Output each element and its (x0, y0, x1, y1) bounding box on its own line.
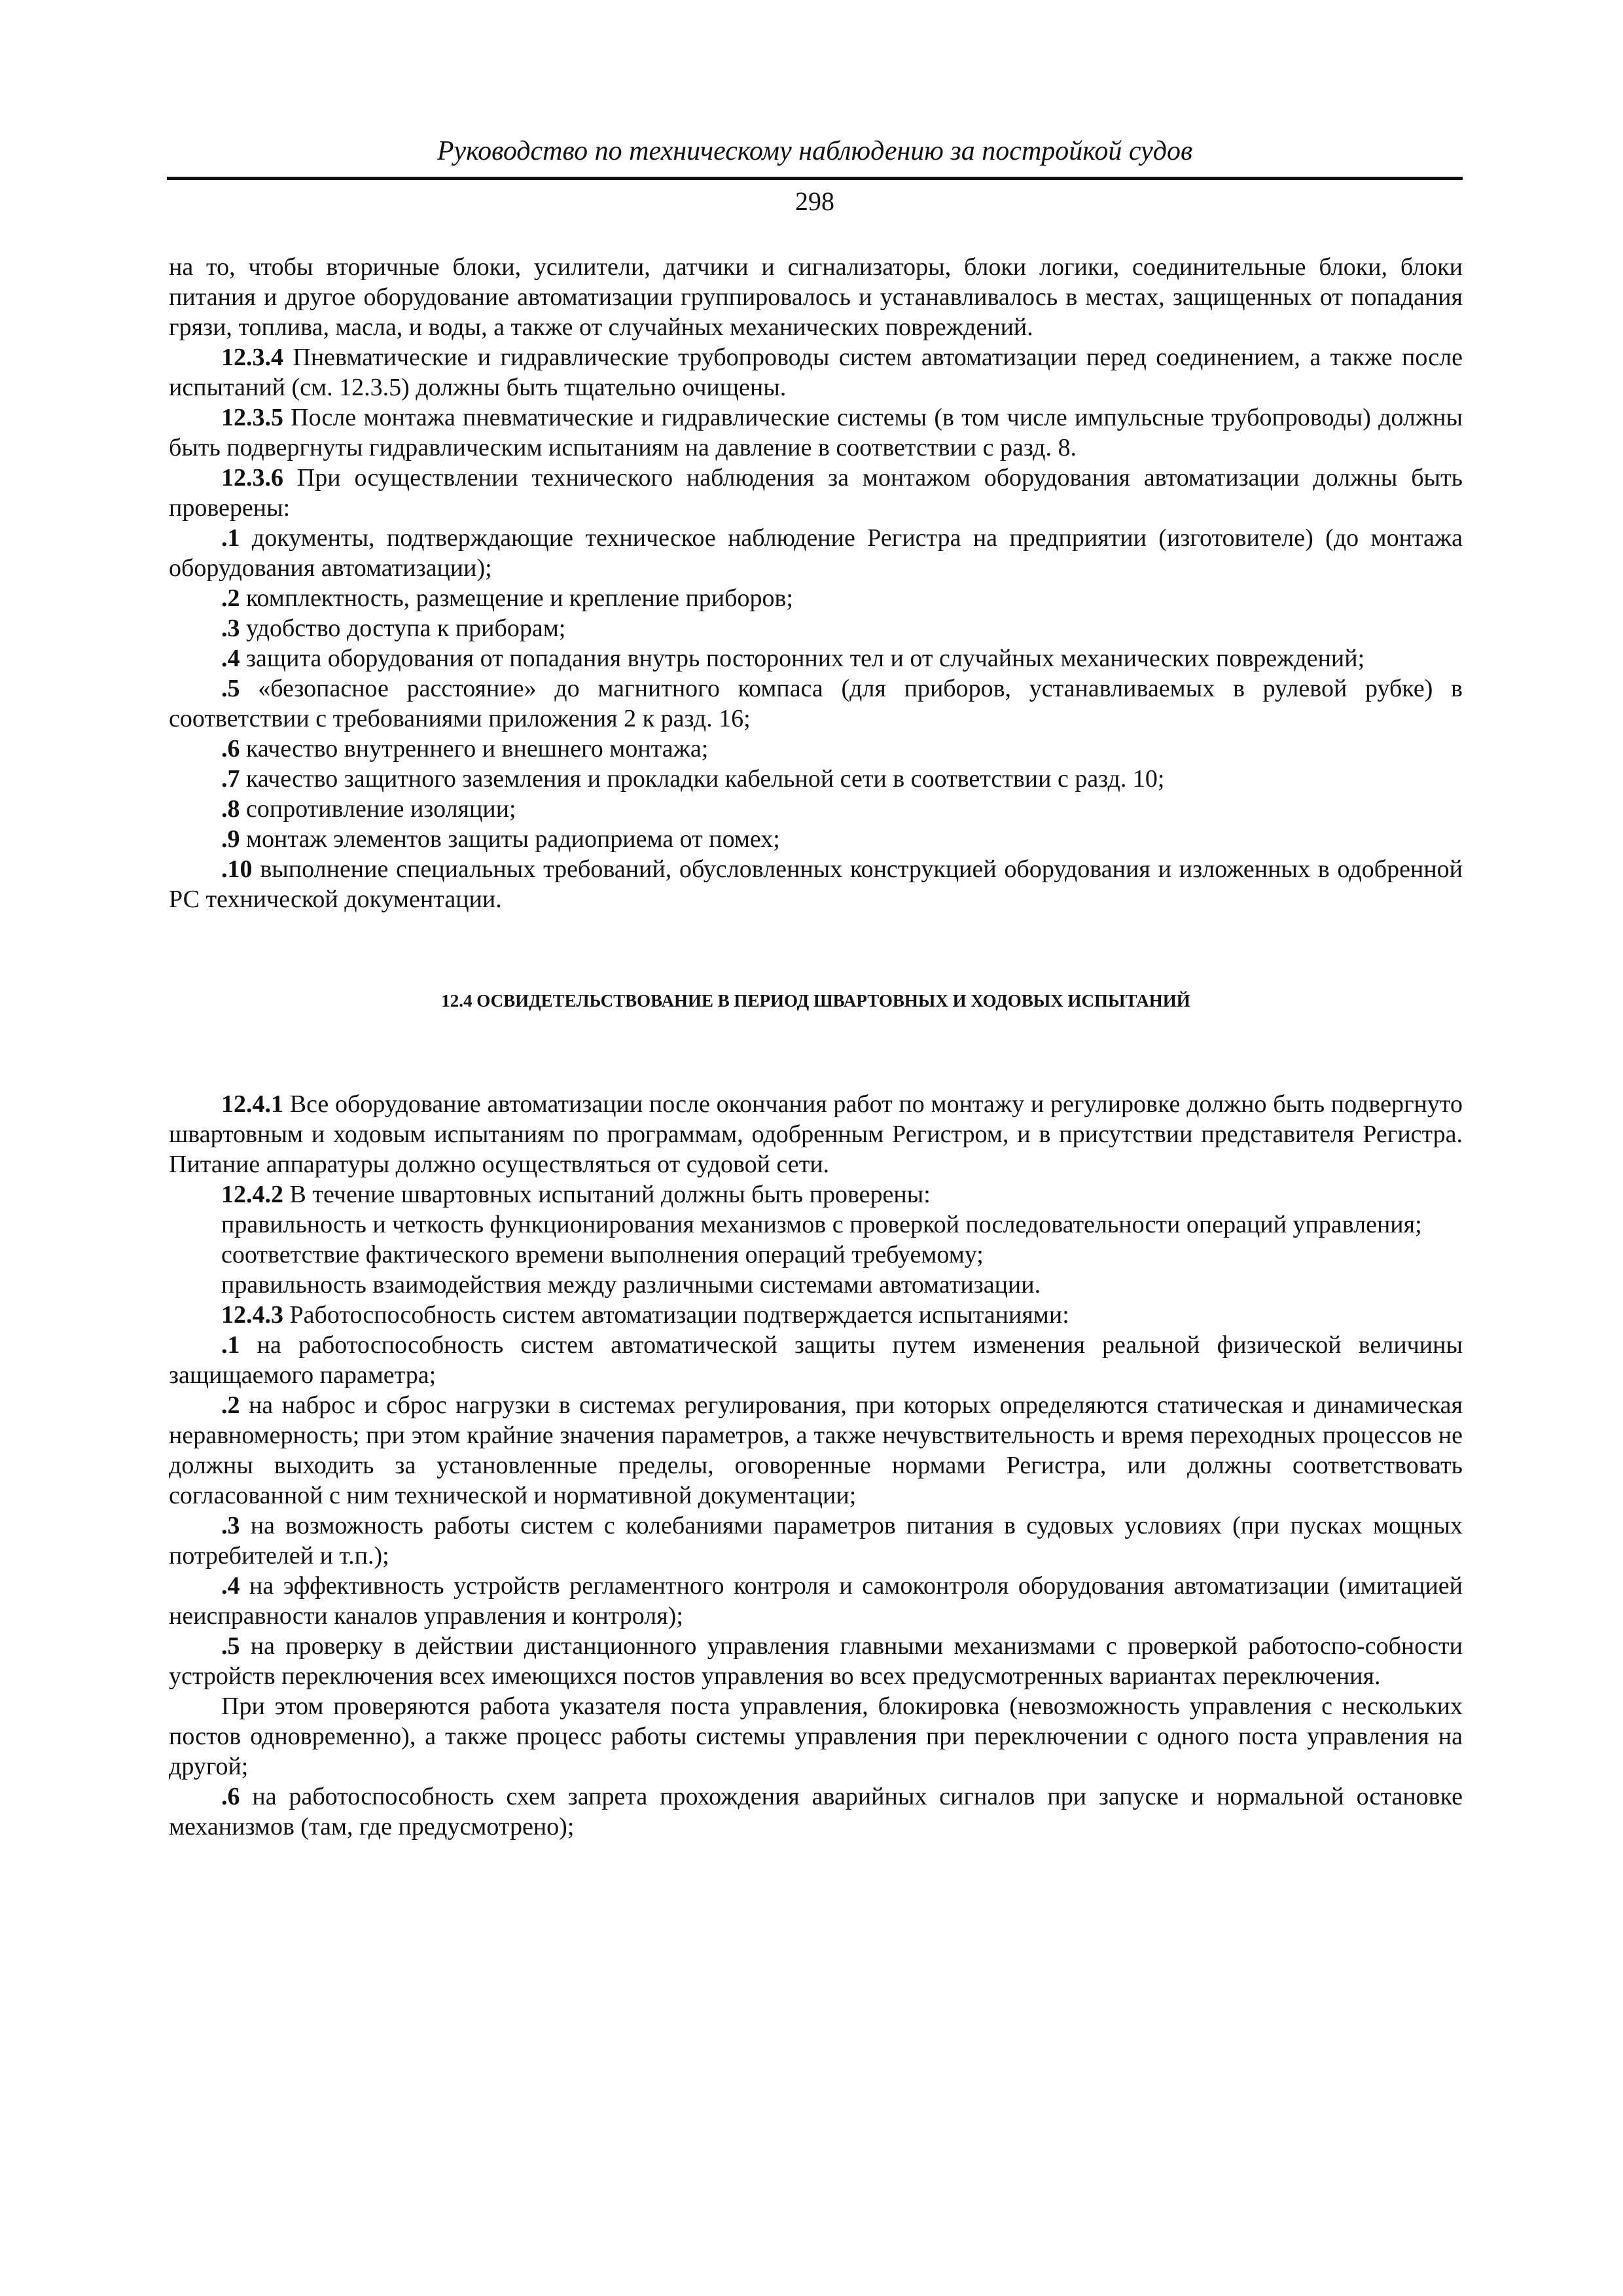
list-item (169, 1571, 1463, 1631)
list-item (169, 764, 1463, 794)
item-number: .2 (221, 584, 240, 612)
list-item (169, 1631, 1463, 1691)
item-text: на работоспособность схем запрета прохождения аварийных сигналов при запуске и нормальной остановке механизмов (там, где предусмотрено); (169, 1783, 1463, 1840)
clause-12-3-4 (169, 342, 1463, 403)
clause-12-4-1 (169, 1089, 1463, 1179)
item-number: .9 (221, 825, 240, 853)
item-text: на проверку в действии дистанционного управления главными механизмами с проверкой работоспо-собности устройств переключения всех имеющихся постов управления во всех предусмотренных вариантах переключения. (169, 1632, 1463, 1690)
clause-number: 12.3.5 (221, 404, 283, 431)
list-item (169, 824, 1463, 854)
item-text: на работоспособность систем автоматической защиты путем изменения реальной физической величины защищаемого параметра; (169, 1331, 1463, 1389)
item-text: на возможность работы систем с колебаниями параметров питания в судовых условиях (при пусках мощных потребителей и т.п.); (169, 1512, 1463, 1570)
clause-12-3-6 (169, 463, 1463, 523)
page-number: 298 (795, 187, 834, 216)
body-text (169, 252, 1463, 1842)
item-text: защита оборудования от попадания внутрь посторонних тел и от случайных механических повреждений; (240, 645, 1365, 672)
header-rule (167, 177, 1463, 180)
clause-number: 12.4.3 (221, 1301, 283, 1329)
paragraph: При этом проверяются работа указателя поста управления, блокировка (невозможность управления с нескольких постов одновременно), а также процесс работы системы управления при переключении с одного поста управления на другой; (169, 1693, 1463, 1780)
section-heading: 12.4 ОСВИДЕТЕЛЬСТВОВАНИЕ В ПЕРИОД ШВАРТОВНЫХ И ХОДОВЫХ ИСПЫТАНИЙ (441, 991, 1190, 1011)
list-item: правильность и четкость функционирования механизмов с проверкой последовательности операций управления; (221, 1211, 1422, 1238)
clause-text: При осуществлении технического наблюдения за монтажом оборудования автоматизации должны быть проверены: (169, 464, 1463, 522)
item-text: удобство доступа к приборам; (240, 615, 566, 642)
item-text: качество защитного заземления и прокладки кабельной сети в соответствии с разд. 10; (240, 765, 1165, 793)
list-item (169, 613, 1463, 643)
list-item (169, 1511, 1463, 1571)
item-number: .6 (221, 735, 240, 762)
list-item (169, 1390, 1463, 1511)
item-number: .3 (221, 1512, 240, 1539)
list-item (169, 673, 1463, 734)
running-title: Руководство по техническому наблюдению за постройкой судов (437, 136, 1193, 166)
item-number: .2 (221, 1391, 240, 1419)
item-number: .8 (221, 795, 240, 823)
list-item (169, 1330, 1463, 1390)
clause-12-3-5 (169, 403, 1463, 463)
clause-number: 12.4.1 (221, 1090, 283, 1118)
item-number: .1 (221, 524, 240, 552)
clause-text: Работоспособность систем автоматизации подтверждается испытаниями: (283, 1301, 1069, 1329)
clause-text: Пневматические и гидравлические трубопроводы систем автоматизации перед соединением, а также после испытаний (см. 12.3.5) должны быть тщательно очищены. (169, 344, 1463, 401)
list-item (169, 794, 1463, 824)
item-text: выполнение специальных требований, обусловленных конструкцией оборудования и изложенных в одобренной РС технической документации. (169, 855, 1463, 913)
clause-text: В течение швартовных испытаний должны быть проверены: (283, 1181, 931, 1208)
clause-text: Все оборудование автоматизации после окончания работ по монтажу и регулировке должно быть подвергнуто швартовным и ходовым испытаниям по программам, одобренным Регистром, и в присутствии представителя Регистра. Питание аппаратуры должно осуществляться от судовой сети. (169, 1090, 1463, 1178)
list-item (169, 523, 1463, 583)
clause-12-4-3 (169, 1300, 1463, 1330)
item-text: на эффективность устройств регламентного контроля и самоконтроля оборудования автоматизации (имитацией неисправности каналов управления и контроля); (169, 1572, 1463, 1630)
list-item (169, 734, 1463, 764)
item-number: .1 (221, 1331, 240, 1359)
item-text: качество внутреннего и внешнего монтажа; (240, 735, 709, 762)
clause-12-4-2 (169, 1179, 1463, 1210)
item-number: .10 (221, 855, 253, 883)
item-text: комплектность, размещение и крепление приборов; (240, 584, 793, 612)
item-text: монтаж элементов защиты радиоприема от помех; (240, 825, 780, 853)
item-number: .6 (221, 1783, 240, 1810)
item-text: «безопасное расстояние» до магнитного компаса (для приборов, устанавливаемых в рулевой рубке) в соответствии с требованиями приложения 2 к разд. 16; (169, 675, 1463, 732)
list-item (169, 1782, 1463, 1842)
list-item (169, 854, 1463, 914)
clause-number: 12.4.2 (221, 1181, 283, 1208)
item-number: .7 (221, 765, 240, 793)
item-number: .5 (221, 1632, 240, 1660)
item-text: сопротивление изоляции; (240, 795, 516, 823)
paragraph-continuation: на то, чтобы вторичные блоки, усилители, датчики и сигнализаторы, блоки логики, соединительные блоки, блоки питания и другое оборудование автоматизации группировалось и устанавливалось в местах, защищенных от попадания грязи, топлива, масла, и воды, а также от случайных механических повреждений. (169, 253, 1463, 341)
item-number: .5 (221, 675, 240, 702)
clause-number: 12.3.6 (221, 464, 283, 492)
list-item: правильность взаимодействия между различными системами автоматизации. (221, 1271, 1041, 1299)
item-number: .4 (221, 1572, 240, 1600)
list-item: соответствие фактического времени выполнения операций требуемому; (221, 1241, 984, 1268)
clause-text: После монтажа пневматические и гидравлические системы (в том числе импульсные трубопроводы) должны быть подвергнуты гидравлическим испытаниям на давление в соответствии с разд. 8. (169, 404, 1463, 461)
clause-number: 12.3.4 (221, 344, 283, 371)
item-number: .4 (221, 645, 240, 672)
item-text: документы, подтверждающие техническое наблюдение Регистра на предприятии (изготовителе) (до монтажа оборудования автоматизации); (169, 524, 1463, 582)
list-item (169, 643, 1463, 673)
item-text: на наброс и сброс нагрузки в системах регулирования, при которых определяются статическая и динамическая неравномерность; при этом крайние значения параметров, а также нечувствительность и время переходных процессов не должны выходить за установленные пределы, оговоренные нормами Регистра, или должны соответствовать согласованной с ним технической и нормативной документации; (169, 1391, 1463, 1509)
list-item (169, 583, 1463, 613)
item-number: .3 (221, 615, 240, 642)
